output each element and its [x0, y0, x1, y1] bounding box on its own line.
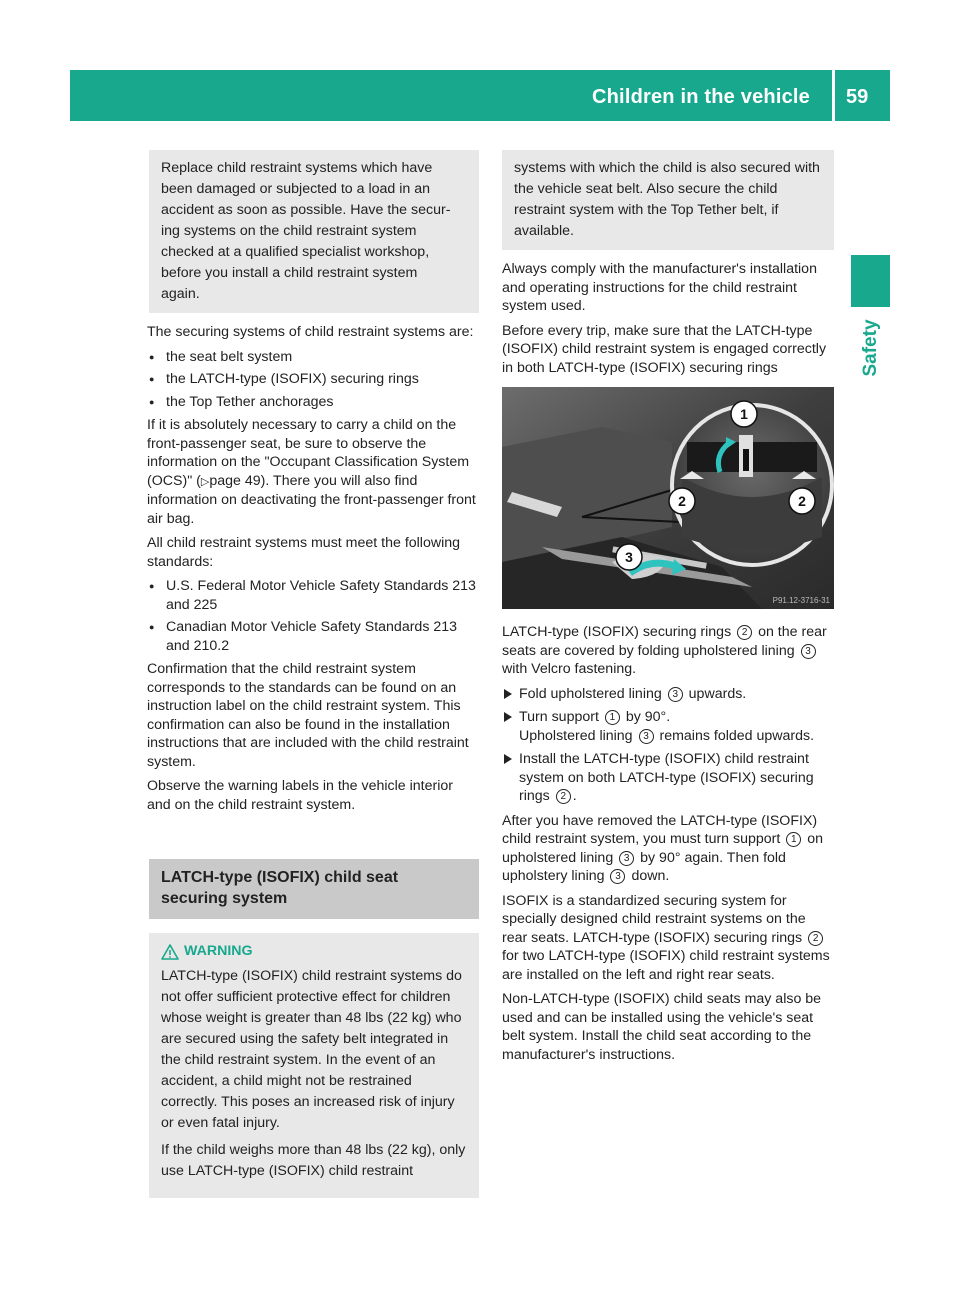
- marker-2: 2: [737, 625, 752, 640]
- notice-line: again.: [161, 286, 200, 302]
- notice-line: checked at a qualified specialist workshop,: [161, 244, 430, 260]
- list-item: ● the LATCH-type (ISOFIX) securing rings: [147, 370, 479, 389]
- warning-title-text: WARNING: [184, 943, 253, 959]
- right-column: [502, 150, 834, 1070]
- marker-2: 2: [556, 789, 571, 804]
- callout-number: 2: [678, 493, 686, 509]
- text-run: for two LATCH-type (ISOFIX) child restraint systems are installed on the left and right rear seats.: [502, 948, 830, 983]
- section-side-label: [851, 310, 890, 385]
- paragraph: All child restraint systems must meet the following standards:: [147, 535, 461, 570]
- text-run: Fold upholstered lining: [519, 685, 662, 702]
- marker-3: 3: [619, 851, 634, 866]
- warning-text: If the child weighs more than 48 lbs (22 kg), only use LATCH-type (ISOFIX) child restraint: [161, 1142, 466, 1179]
- paragraph: Always comply with the manufacturer's installation and operating instructions for the child restraint system used.: [502, 261, 817, 314]
- text-run: Install the LATCH-type (ISOFIX) child restraint system on both LATCH-type (ISOFIX) securing rings: [519, 751, 814, 804]
- continued-warning-box: [502, 150, 834, 250]
- text-run: LATCH-type (ISOFIX) securing rings: [502, 624, 732, 640]
- marker-3: 3: [801, 644, 816, 659]
- paragraph: Non-LATCH-type (ISOFIX) child seats may also be used and can be installed using the vehicle's seat belt system. Install the child seat according to the manufacturer's instructions.: [502, 991, 822, 1063]
- notice-line: ing systems on the child restraint system: [161, 223, 417, 239]
- text-run: by 90°.: [625, 709, 671, 725]
- paragraph: [502, 812, 834, 886]
- marker-3: 3: [610, 869, 625, 884]
- text-run: with Velcro fastening.: [502, 661, 637, 677]
- warning-box: [149, 933, 479, 1198]
- list-item: ● the seat belt system: [147, 348, 479, 367]
- notice-box: [149, 150, 479, 313]
- text-run: upwards.: [688, 685, 747, 702]
- notice-line: Replace child restraint systems which have: [161, 160, 433, 176]
- notice-line: accident as soon as possible. Have the secur-: [161, 202, 451, 218]
- text-run: remains folded upwards.: [659, 727, 815, 744]
- list-item: ● Canadian Motor Vehicle Safety Standards 213 and 210.2: [147, 618, 479, 655]
- isofix-illustration-svg: [502, 387, 834, 609]
- warning-text: LATCH-type (ISOFIX) child restraint systems do not offer sufficient protective effect for children whose weight is greater than 48 lbs (22 kg) who are secured using the safety belt integrated in the child restraint system. In the event of an accident, a child might not be restrained correctly. This poses an increased risk of injury or even fatal injury.: [161, 968, 462, 1131]
- instruction-steps: [502, 685, 834, 806]
- step-item: [502, 685, 834, 704]
- left-column: [147, 150, 479, 1198]
- notice-line: before you install a child restraint system: [161, 265, 418, 281]
- bullet-list: [147, 577, 479, 655]
- section-side-label-text: Safety: [859, 318, 881, 377]
- figure-caption: [502, 623, 834, 679]
- text-run: ). There you will also find information on deactivating the front-passenger front air bag.: [147, 472, 476, 527]
- support-slot: [743, 449, 749, 471]
- figure-code: P91.12-3716-31: [772, 596, 830, 605]
- page-reference-arrow-icon: ▷: [200, 475, 210, 488]
- header-divider: [832, 70, 835, 121]
- callout-number: 3: [625, 549, 633, 565]
- bullet-list: [147, 348, 479, 412]
- callout-number: 2: [798, 493, 806, 509]
- list-item: ● the Top Tether anchorages: [147, 393, 479, 412]
- marker-3: 3: [668, 687, 683, 702]
- marker-2: 2: [808, 931, 823, 946]
- page-number: 59: [846, 86, 869, 108]
- text-run: on the rear seats are covered by folding upholstered lining: [502, 624, 827, 659]
- text-run: Turn support: [519, 709, 599, 725]
- section-tab: [851, 255, 890, 307]
- paragraph: [147, 416, 479, 528]
- marker-1: 1: [605, 710, 620, 725]
- marker-3: 3: [639, 729, 654, 744]
- text-run: on upholstered lining: [502, 831, 824, 866]
- paragraph: The securing systems of child restraint systems are:: [147, 324, 474, 340]
- notice-line: been damaged or subjected to a load in an: [161, 181, 430, 197]
- list-item: ● U.S. Federal Motor Vehicle Safety Standards 213 and 225: [147, 577, 479, 614]
- text-run: ISOFIX is a standardized securing system for specially designed child restraint systems on the rear seats. LATCH-type (ISOFIX) securing rings: [502, 892, 806, 946]
- callout-number: 1: [740, 406, 748, 422]
- warning-triangle-icon: [161, 944, 179, 960]
- warning-title: [161, 941, 469, 962]
- text-run: down.: [631, 868, 670, 884]
- text-run: Upholstered lining: [519, 727, 633, 744]
- step-item: [502, 708, 834, 745]
- section-heading: LATCH-type (ISOFIX) child seat securing system: [149, 859, 479, 919]
- text-run: by 90° again. Then fold upholstery lining: [502, 849, 786, 884]
- page-header-title: Children in the vehicle: [592, 86, 810, 108]
- warning-text: systems with which the child is also secured with the vehicle seat belt. Also secure the child restraint system with the Top Tether belt, if available.: [514, 160, 820, 239]
- text-run: If it is absolutely necessary to carry a child on the front-passenger seat, be sure to observe the information on the "Occupant Classification System (OCS)" (: [147, 417, 470, 489]
- isofix-illustration: [502, 387, 834, 609]
- paragraph: Confirmation that the child restraint system corresponds to the standards can be found on an instruction label on the child restraint system. This confirmation can also be found in the installation instructions that are included with the child restraint system.: [147, 661, 469, 770]
- paragraph: [502, 892, 834, 985]
- text-run: After you have removed the LATCH-type (ISOFIX) child restraint system, you must turn support: [502, 812, 818, 847]
- text-run: .: [572, 788, 577, 804]
- step-item: [502, 750, 834, 806]
- page-reference-link[interactable]: page 49: [209, 472, 261, 489]
- paragraph: Observe the warning labels in the vehicle interior and on the child restraint system.: [147, 778, 453, 813]
- paragraph: Before every trip, make sure that the LATCH-type (ISOFIX) child restraint system is engaged correctly in both LATCH-type (ISOFIX) securing rings: [502, 322, 827, 376]
- marker-1: 1: [786, 832, 801, 847]
